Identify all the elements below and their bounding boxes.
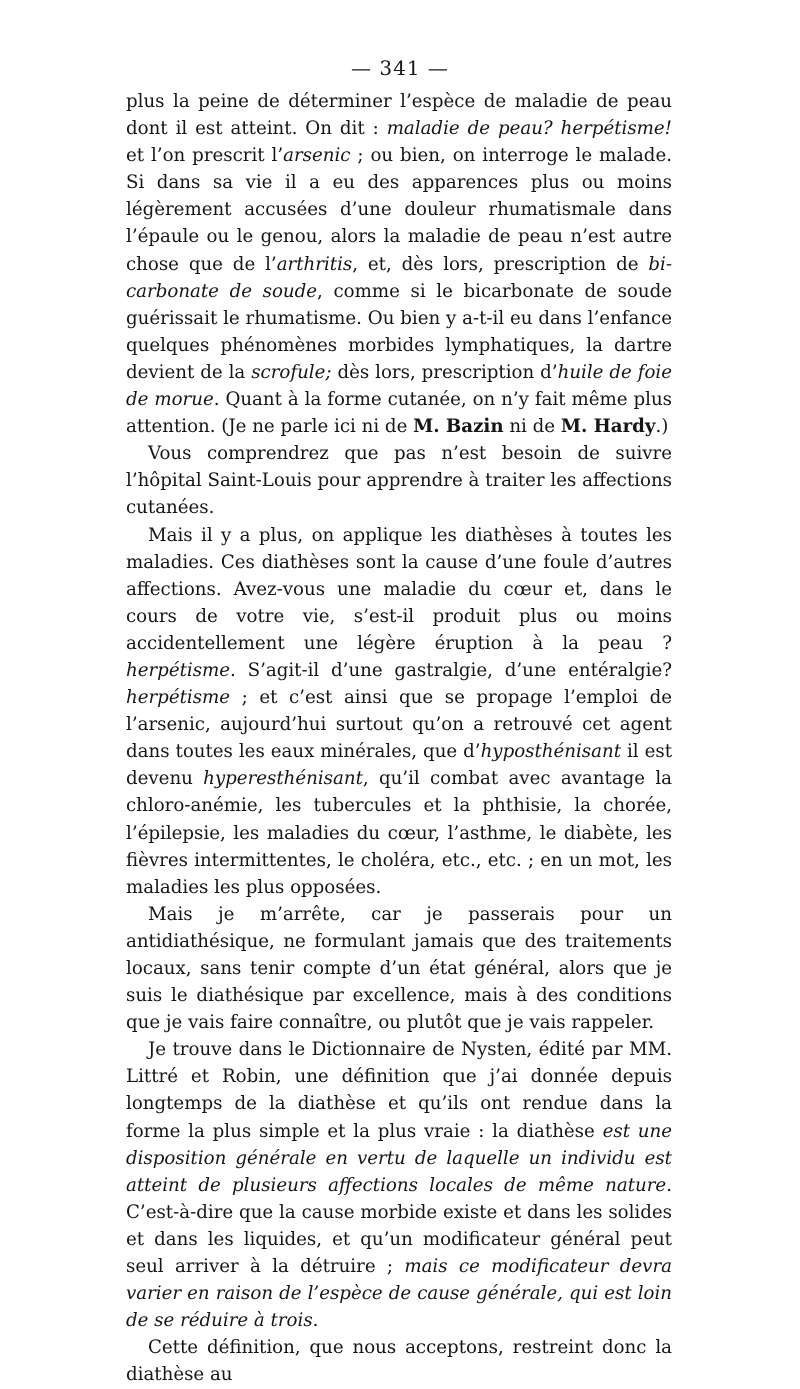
page-number: — 341 — <box>351 56 449 80</box>
text-italic: est une disposition générale en vertu de laquelle un individu est atteint de plusieurs affections locales de même nature <box>126 1120 672 1196</box>
text-bold: M. Bazin <box>413 416 504 438</box>
text-bold: M. Hardy <box>560 416 656 438</box>
text-run: ni de <box>503 416 561 438</box>
text-italic: arthritis <box>276 253 353 275</box>
text-run: il est devenu <box>126 741 673 790</box>
paragraph <box>126 522 672 901</box>
text-run: Je trouve dans le Dictionnaire de Nysten, édité par MM. Littré et Robin, une définition que j’ai donnée depuis longtemps de la diathèse et qu’ils ont rendue dans la forme la plus simple et la plus vraie : la diathèse <box>126 1039 672 1142</box>
text-run: Mais je m’arrête, car je passerais pour un antidiathésique, ne formulant jamais que des traitements locaux, sans tenir compte d’un état général, alors que je suis le diathésique par excellence, mais à des conditions que je vais faire connaître, ou plutôt que je vais rappeler. <box>126 903 672 1034</box>
text-italic: maladie de peau? herpétisme! <box>386 118 672 140</box>
paragraph <box>126 88 672 440</box>
text-run: , et, dès lors, prescription de <box>352 253 649 275</box>
body-text <box>126 88 672 1389</box>
paragraph <box>126 901 672 1036</box>
text-italic: herpétisme <box>126 659 231 681</box>
text-italic: hyperesthénisant <box>203 768 363 790</box>
text-italic: arsenic <box>283 145 351 167</box>
text-run: . C’est-à-dire que la cause morbide existe et dans les solides et dans les liquides, et qu’un modificateur général peut seul arriver à la détruire ; <box>126 1174 672 1278</box>
text-run: ; et c’est ainsi que se propage l’emploi de l’arsenic, aujourd’hui surtout qu’on a retrouvé cet agent dans toutes les eaux minérales, que d’ <box>126 687 672 763</box>
text-run: plus la peine de déterminer l’espèce de maladie de peau dont il est atteint. On dit : <box>126 91 672 140</box>
text-run: .) <box>655 416 669 438</box>
paragraph <box>126 1334 672 1388</box>
text-run: Vous comprendrez que pas n’est besoin de suivre l’hôpital Saint-Louis pour apprendre à traiter les affections cutanées. <box>126 443 672 519</box>
text-italic: huile de foie de morue <box>126 361 672 411</box>
text-run: et l’on prescrit l’ <box>126 145 284 167</box>
text-italic: herpétisme <box>126 687 231 709</box>
text-run: , qu’il combat avec avantage la chloro-anémie, les tubercules et la phthisie, la chorée, l’épilepsie, les maladies du cœur, l’asthme, le diabète, les fièvres intermittentes, le choléra, etc., etc. ; en un mot, les maladies les plus opposées. <box>126 768 672 898</box>
text-italic: bicarbonate de soude <box>126 253 672 302</box>
text-run: . <box>312 1310 319 1332</box>
paragraph <box>126 1036 672 1334</box>
text-run: . Quant à la forme cutanée, on n’y fait même plus attention. (Je ne parle ici ni de <box>126 389 672 438</box>
text-run: Cette définition, que nous acceptons, restreint donc la diathèse au <box>126 1337 672 1386</box>
text-run: dès lors, prescription d’ <box>331 361 558 383</box>
text-italic: scrofule; <box>251 361 332 383</box>
text-run: ; ou bien, on interroge le malade. Si dans sa vie il a eu des apparences plus ou moins légèrement accusées d’une douleur rhumatismale dans l’épaule ou le genou, alors la maladie de peau n’est autre chose que de l’ <box>126 145 672 275</box>
paragraph <box>126 440 672 521</box>
text-run: Mais il y a plus, on applique les diathèses à toutes les maladies. Ces diathèses sont la cause d’une foule d’autres affections. Avez-vous une maladie du cœur et, dans le cours de votre vie, s’est-il produit plus ou moins accidentellement une légère éruption à la peau ? <box>126 524 672 654</box>
text-italic: hyposthénisant <box>480 741 622 763</box>
text-run: . S’agit-il d’une gastralgie, d’une entéralgie? <box>230 659 672 681</box>
text-italic: mais ce modificateur devra varier en raison de l’espèce de cause générale, qui est loin de se réduire à trois <box>126 1256 672 1332</box>
text-run: , comme si le bicarbonate de soude guérissait le rhumatisme. Ou bien y a-t-il eu dans l’enfance quelques phénomènes morbides lymphatiques, la dartre devient de la <box>126 280 672 383</box>
